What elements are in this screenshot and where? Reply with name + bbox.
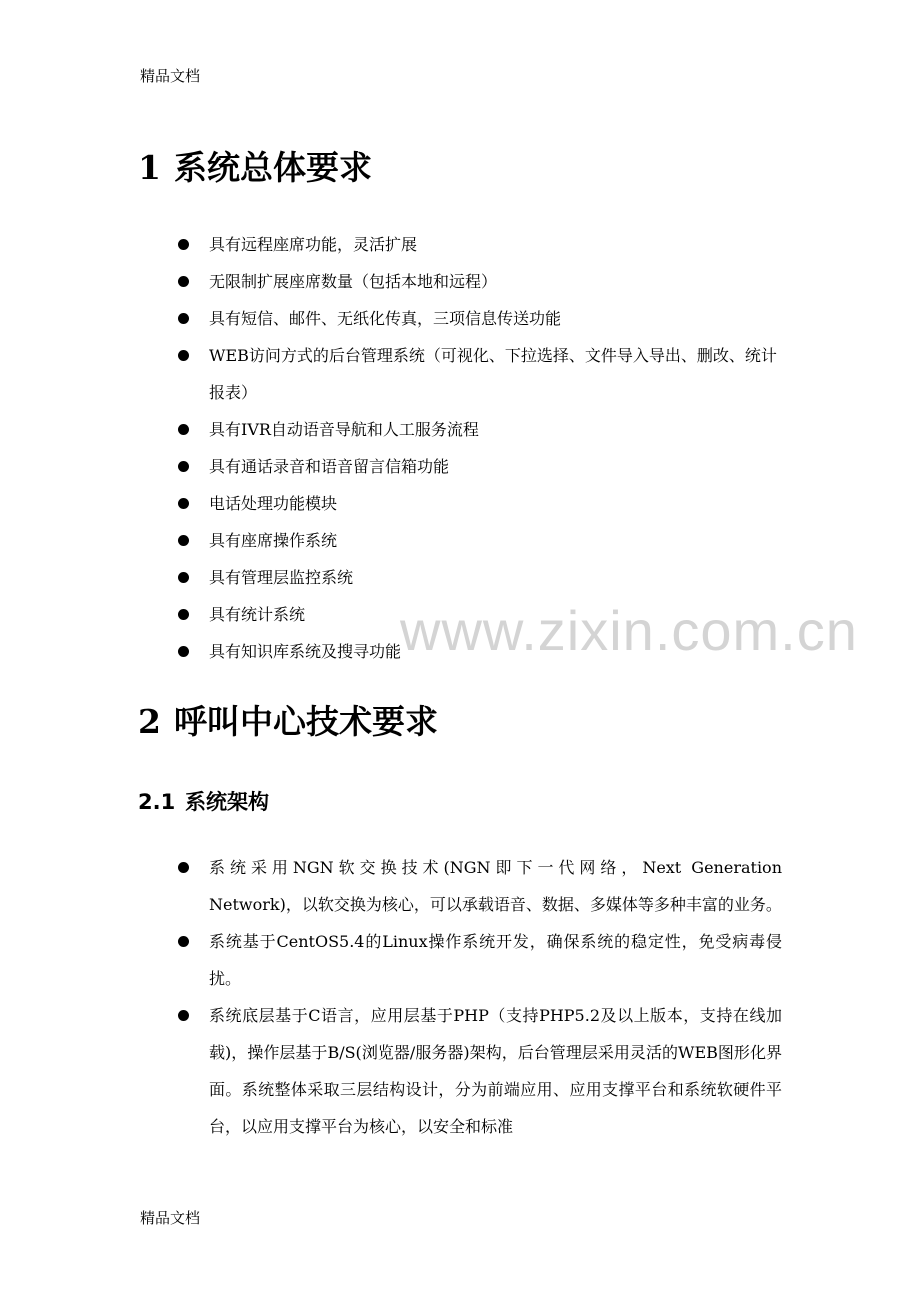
section-1-number: 1 xyxy=(138,148,161,187)
list-item: 系统底层基于C语言，应用层基于PHP（支持PHP5.2及以上版本，支持在线加载)，操作层基于B/S(浏览器/服务器)架构，后台管理层采用灵活的WEB图形化界面。系统整体采取三层结构设计，分为前端应用、应用支撑平台和系统软硬件平台，以应用支撑平台为核心，以安全和标准 xyxy=(174,997,782,1145)
list-item: 具有统计系统 xyxy=(174,596,782,633)
list-item: 系统基于CentOS5.4的Linux操作系统开发，确保系统的稳定性，免受病毒侵扰。 xyxy=(174,923,782,997)
section-2-number: 2 xyxy=(138,702,161,741)
list-item: 系统采用NGN软交换技术(NGN即下一代网络，Next Generation Network)，以软交换为核心，可以承载语音、数据、多媒体等多种丰富的业务。 xyxy=(174,849,782,923)
list-item: WEB访问方式的后台管理系统（可视化、下拉选择、文件导入导出、删改、统计报表） xyxy=(174,337,782,411)
subsection-2-1-title: 系统架构 xyxy=(185,790,269,814)
list-item: 具有通话录音和语音留言信箱功能 xyxy=(174,448,782,485)
list-item: 无限制扩展座席数量（包括本地和远程） xyxy=(174,263,782,300)
subsection-2-1-number: 2.1 xyxy=(138,790,176,814)
subsection-2-1-list xyxy=(174,849,782,1145)
section-2-title: 呼叫中心技术要求 xyxy=(174,702,438,741)
list-item: 具有IVR自动语音导航和人工服务流程 xyxy=(174,411,782,448)
list-item: 具有短信、邮件、无纸化传真，三项信息传送功能 xyxy=(174,300,782,337)
section-1-list xyxy=(174,226,782,670)
list-item: 具有座席操作系统 xyxy=(174,522,782,559)
list-item: 具有知识库系统及搜寻功能 xyxy=(174,633,782,670)
section-1-title: 系统总体要求 xyxy=(174,148,372,187)
section-1-heading xyxy=(138,148,372,188)
subsection-2-1-heading xyxy=(138,788,269,816)
list-item: 具有远程座席功能，灵活扩展 xyxy=(174,226,782,263)
page-header: 精品文档 xyxy=(140,67,201,85)
page-footer: 精品文档 xyxy=(140,1209,201,1227)
section-2-heading xyxy=(138,702,438,742)
list-item: 具有管理层监控系统 xyxy=(174,559,782,596)
list-item: 电话处理功能模块 xyxy=(174,485,782,522)
watermark: www.zixin.com.cn xyxy=(400,599,858,662)
